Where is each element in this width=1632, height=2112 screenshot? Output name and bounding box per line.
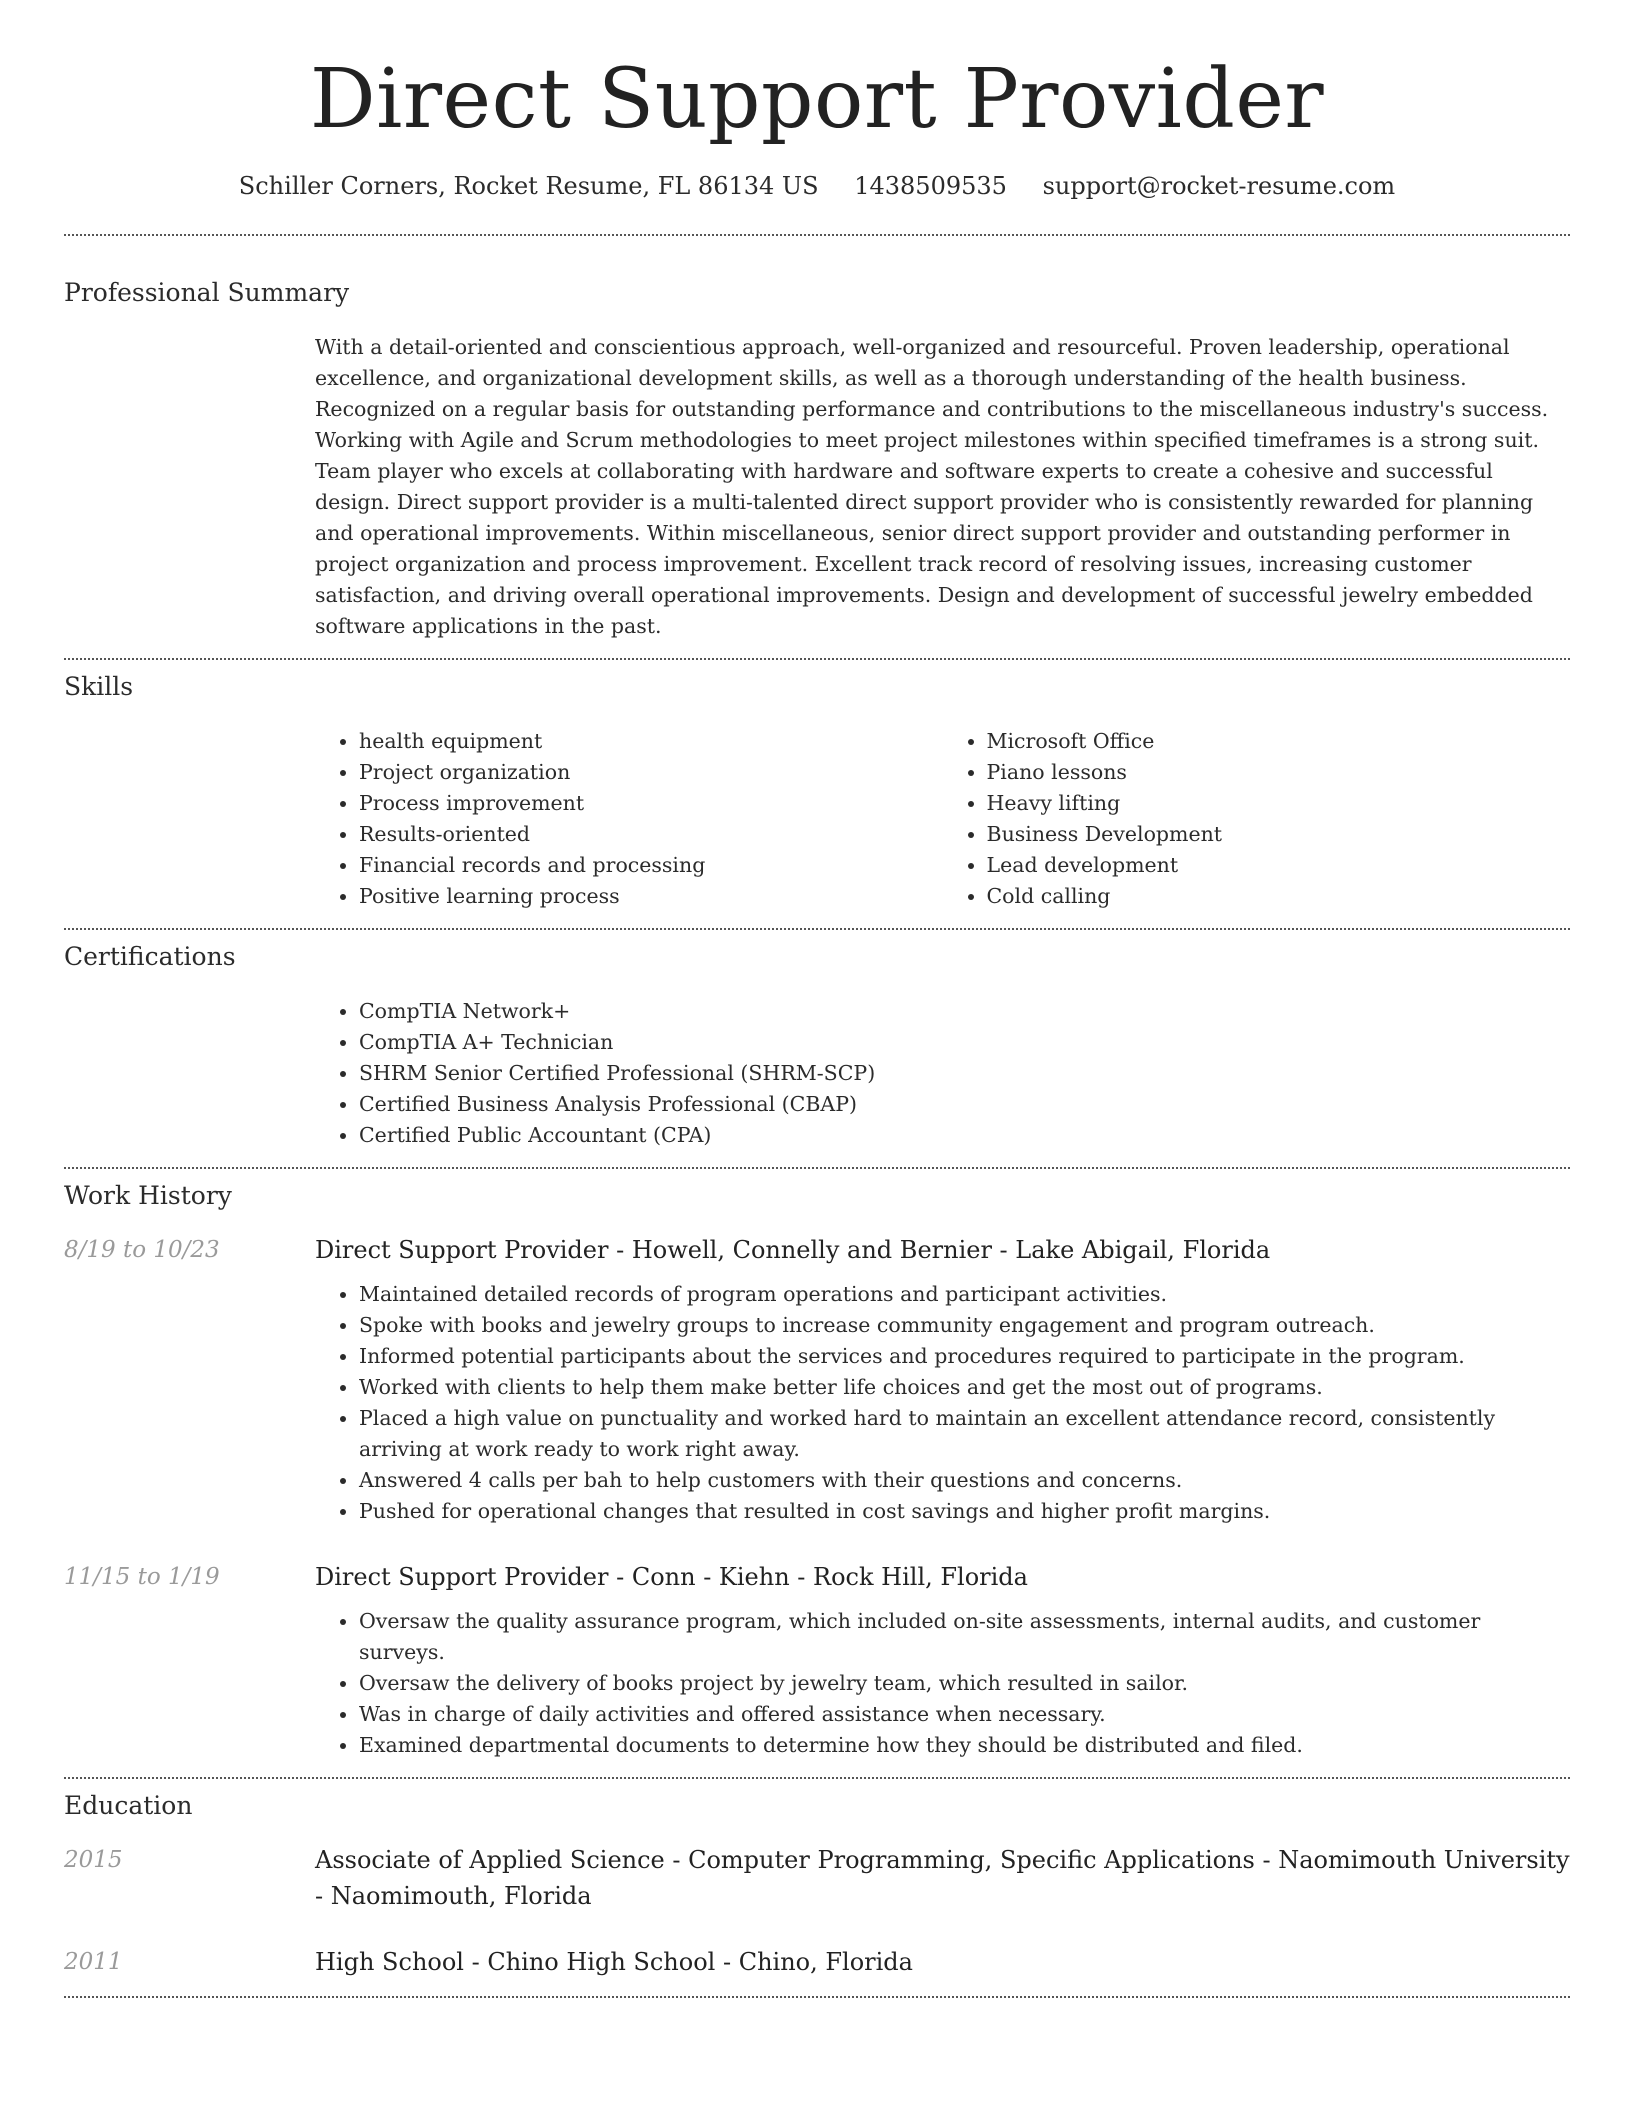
job-date: 8/19 to 10/23: [64, 1237, 220, 1263]
job-bullet: • Answered 4 calls per bah to help customers with their questions and concerns.: [359, 1465, 1570, 1496]
job-bullets: [315, 1606, 1570, 1761]
education-entry: [64, 1944, 1570, 1980]
job-bullet-list: [315, 1606, 1570, 1761]
certifications-body: [315, 996, 1570, 1151]
certifications-list: [315, 996, 1570, 1151]
skill-item: • Results-oriented: [359, 819, 943, 850]
certifications-section: [64, 942, 1570, 1151]
skill-item: • Positive learning process: [359, 881, 943, 912]
divider: [64, 1777, 1570, 1779]
certification-item: • CompTIA Network+: [359, 996, 1570, 1027]
education-entry: [64, 1842, 1570, 1914]
education-heading: Associate of Applied Science - Computer Programming, Specific Applications - Naomimouth University - Naomimouth, Florida: [315, 1846, 1570, 1910]
divider: [64, 928, 1570, 930]
job-bullet: • Pushed for operational changes that resulted in cost savings and higher profit margins.: [359, 1496, 1570, 1527]
divider: [64, 658, 1570, 660]
divider: [64, 234, 1570, 236]
contact-email: support@rocket-resume.com: [1042, 172, 1396, 200]
skills-section: [64, 672, 1570, 912]
job-bullet-list: [315, 1279, 1570, 1527]
skills-title: Skills: [64, 672, 134, 701]
job-bullet: • Examined departmental documents to determine how they should be distributed and filed.: [359, 1730, 1570, 1761]
job-heading: Direct Support Provider - Howell, Connelly and Bernier - Lake Abigail, Florida: [315, 1236, 1271, 1264]
skill-item: • Process improvement: [359, 788, 943, 819]
skill-item: • Business Development: [987, 819, 1571, 850]
skill-item: • Cold calling: [987, 881, 1571, 912]
certification-item: • SHRM Senior Certified Professional (SHRM-SCP): [359, 1058, 1570, 1089]
contact-phone: 1438509535: [854, 172, 1007, 200]
education-date: 2011: [64, 1949, 123, 1975]
work-section: [64, 1181, 1570, 1761]
skill-item: • health equipment: [359, 726, 943, 757]
job-bullet: • Oversaw the quality assurance program, which included on-site assessments, internal audits, and customer surveys.: [359, 1606, 1570, 1668]
contact-address: Schiller Corners, Rocket Resume, FL 86134 US: [238, 172, 819, 200]
education-heading: High School - Chino High School - Chino, Florida: [315, 1948, 913, 1976]
contact-line: [64, 172, 1570, 200]
job-bullet: • Placed a high value on punctuality and worked hard to maintain an excellent attendance record, consistently arriving at work ready to work right away.: [359, 1403, 1570, 1465]
job-bullet: • Oversaw the delivery of books project by jewelry team, which resulted in sailor.: [359, 1668, 1570, 1699]
job-bullet: • Maintained detailed records of program operations and participant activities.: [359, 1279, 1570, 1310]
work-title: Work History: [64, 1181, 232, 1210]
skills-list-left: [315, 726, 943, 912]
job-bullet: • Spoke with books and jewelry groups to increase community engagement and program outreach.: [359, 1310, 1570, 1341]
skill-item: • Project organization: [359, 757, 943, 788]
divider: [64, 1167, 1570, 1169]
education-date: 2015: [64, 1847, 123, 1873]
candidate-name: Direct Support Provider: [309, 52, 1325, 147]
summary-section: [64, 278, 1570, 642]
certification-item: • Certified Business Analysis Professional (CBAP): [359, 1089, 1570, 1120]
divider: [64, 1996, 1570, 1998]
skills-list-right: [943, 726, 1571, 912]
summary-title: Professional Summary: [64, 278, 350, 307]
skill-item: • Heavy lifting: [987, 788, 1571, 819]
summary-text: With a detail-oriented and conscientious approach, well-organized and resourceful. Proven leadership, operational excellence, and organizational development skills, as well as a thorough understanding of the health business. Recognized on a regular basis for outstanding performance and contributions to the miscellaneous industry's success. Working with Agile and Scrum methodologies to meet project milestones within specified timeframes is a strong suit. Team player who excels at collaborating with hardware and software experts to create a cohesive and successful design. Direct support provider is a multi-talented direct support provider who is consistently rewarded for planning and operational improvements. Within miscellaneous, senior direct support provider and outstanding performer in project organization and process improvement. Excellent track record of resolving issues, increasing customer satisfaction, and driving overall operational improvements. Design and development of successful jewelry embedded software applications in the past.: [315, 335, 1549, 638]
skill-item: • Microsoft Office: [987, 726, 1571, 757]
skill-item: • Piano lessons: [987, 757, 1571, 788]
skill-item: • Lead development: [987, 850, 1571, 881]
skill-item: • Financial records and processing: [359, 850, 943, 881]
job-entry: [64, 1232, 1570, 1268]
job-heading: Direct Support Provider - Conn - Kiehn - Rock Hill, Florida: [315, 1563, 1028, 1591]
skills-grid: [315, 726, 1570, 912]
certification-item: • Certified Public Accountant (CPA): [359, 1120, 1570, 1151]
resume-page: [64, 0, 1570, 1998]
job-entry: [64, 1559, 1570, 1595]
education-section: [64, 1791, 1570, 1980]
job-bullets: [315, 1279, 1570, 1527]
certifications-title: Certifications: [64, 942, 236, 971]
job-date: 11/15 to 1/19: [64, 1564, 220, 1590]
education-title: Education: [64, 1791, 193, 1820]
job-bullet: • Was in charge of daily activities and offered assistance when necessary.: [359, 1699, 1570, 1730]
job-bullet: • Informed potential participants about the services and procedures required to participate in the program.: [359, 1341, 1570, 1372]
certification-item: • CompTIA A+ Technician: [359, 1027, 1570, 1058]
job-bullet: • Worked with clients to help them make better life choices and get the most out of programs.: [359, 1372, 1570, 1403]
